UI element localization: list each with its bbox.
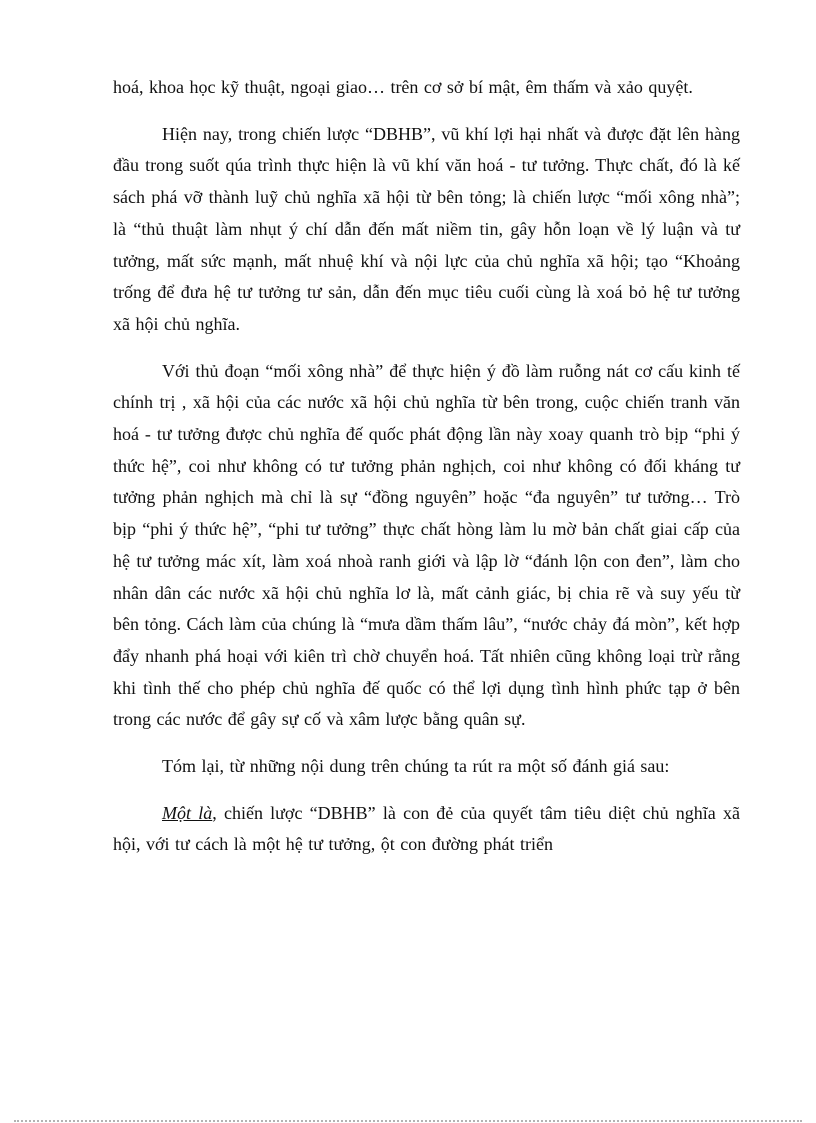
paragraph-body-text: , chiến lược “DBHB” là con đẻ của quyết tâm tiêu diệt chủ nghĩa xã hội, với tư cách là một hệ tư tưởng, ột con đường phát triển	[113, 802, 740, 855]
paragraph: Với thủ đoạn “mối xông nhà” để thực hiện ý đồ làm ruỗng nát cơ cấu kinh tế chính trị , xã hội của các nước xã hội chủ nghĩa từ bên trong, cuộc chiến tranh văn hoá - tư tưởng được chủ nghĩa đế quốc phát động lần này xoay quanh trò bịp “phi ý thức hệ”, coi như không có tư tưởng phản nghịch, coi như không có đối kháng tư tưởng phản nghịch mà chỉ là sự “đồng nguyên” hoặc “đa nguyên” tư tưởng… Trò bịp “phi ý thức hệ”, “phi tư tưởng” thực chất hòng làm lu mờ bản chất giai cấp của hệ tư tưởng mác xít, làm xoá nhoà ranh giới và lập lờ “đánh lộn con đen”, làm cho nhân dân các nước xã hội chủ nghĩa lơ là, mất cảnh giác, bị chia rẽ và suy yếu từ bên tỏng. Cách làm của chúng là “mưa dầm thấm lâu”, “nước chảy đá mòn”, kết hợp đẩy nhanh phá hoại với kiên trì chờ chuyển hoá. Tất nhiên cũng không loại trừ rằng khi tình thế cho phép chủ nghĩa đế quốc có thể lợi dụng tình hình phức tạp ở bên trong các nước để gây sự cố và xâm lược bằng quân sự.	[113, 360, 740, 730]
paragraph: Tóm lại, từ những nội dung trên chúng ta rút ra một số đánh giá sau:	[162, 756, 670, 777]
paragraph: Hiện nay, trong chiến lược “DBHB”, vũ khí lợi hại nhất và được đặt lên hàng đầu trong suốt qúa trình thực hiện là vũ khí văn hoá - tư tưởng. Thực chất, đó là kế sách phá vỡ thành luỹ chủ nghĩa xã hội từ bên tỏng; là chiến lược “mối xông nhà”; là “thủ thuật làm nhụt ý chí dẫn đến mất niềm tin, gây hỗn loạn về lý luận và tư tưởng, mất sức mạnh, mất nhuệ khí và nội lực của chủ nghĩa xã hội; tạo “Khoảng trống để đưa hệ tư tưởng tư sản, dẫn đến mục tiêu cuối cùng là xoá bỏ hệ tư tưởng xã hội chủ nghĩa.	[113, 123, 740, 334]
page-text-content	[113, 72, 740, 876]
paragraph-lead-emphasis: Một là	[162, 802, 213, 823]
paragraph-continuation: hoá, khoa học kỹ thuật, ngoại giao… trên cơ sở bí mật, êm thấm và xảo quyệt.	[113, 77, 693, 97]
page-bottom-dotted-divider	[14, 1120, 802, 1122]
paragraph	[113, 798, 740, 861]
